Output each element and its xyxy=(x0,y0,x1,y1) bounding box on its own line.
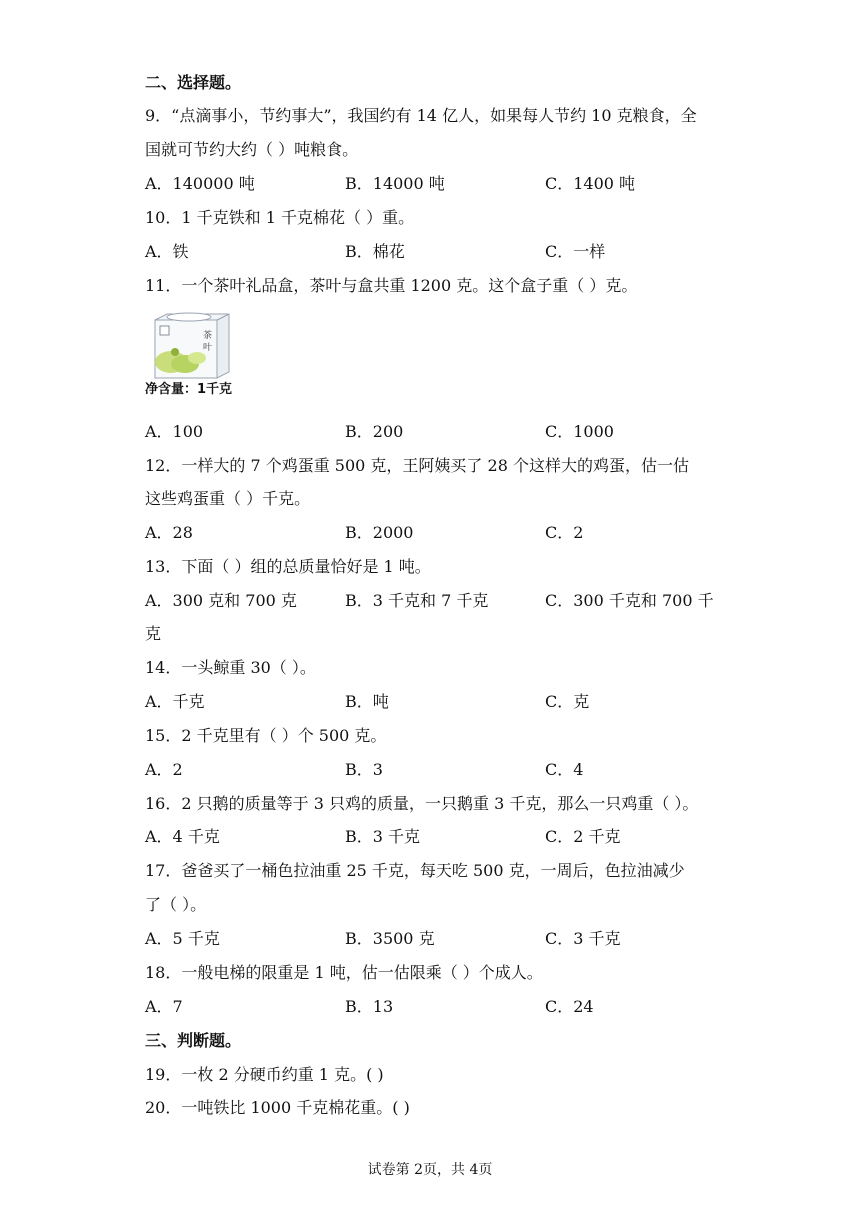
question-9-option-a[interactable]: A．140000 吨 xyxy=(145,174,255,193)
question-13-options xyxy=(145,590,745,612)
question-15-option-b[interactable]: B．3 xyxy=(345,760,383,779)
question-17-option-b[interactable]: B．3500 克 xyxy=(345,929,435,948)
question-10-option-c[interactable]: C．一样 xyxy=(545,242,606,261)
question-18-option-b[interactable]: B．13 xyxy=(345,997,394,1016)
question-17-line-2: 了（ ）。 xyxy=(145,895,207,914)
section-title-choice: 二、选择题。 xyxy=(145,73,242,92)
question-16-option-b[interactable]: B．3 千克 xyxy=(345,827,421,846)
question-20-line-1: 20．一吨铁比 1000 千克棉花重。( ) xyxy=(145,1098,410,1117)
question-18-options xyxy=(145,996,745,1018)
question-18-line-1: 18．一般电梯的限重是 1 吨，估一估限乘（ ）个成人。 xyxy=(145,963,543,982)
question-17-line-1: 17．爸爸买了一桶色拉油重 25 千克，每天吃 500 克，一周后，色拉油减少 xyxy=(145,861,685,880)
tea-box-net-weight: 净含量：1千克 xyxy=(145,382,233,397)
question-12-options xyxy=(145,522,745,544)
question-13-option-a[interactable]: A．300 克和 700 克 xyxy=(145,591,297,610)
question-17-options xyxy=(145,928,745,950)
question-17-option-c[interactable]: C．3 千克 xyxy=(545,929,621,948)
tea-box-char-2: 叶 xyxy=(203,343,213,353)
question-10-option-b[interactable]: B．棉花 xyxy=(345,242,405,261)
tea-box-icon xyxy=(145,308,245,380)
tea-box-char-1: 茶 xyxy=(203,331,213,341)
question-11-option-a[interactable]: A．100 xyxy=(145,422,204,441)
question-15-option-a[interactable]: A．2 xyxy=(145,760,183,779)
question-11-line-1: 11．一个茶叶礼品盒，茶叶与盒共重 1200 克。这个盒子重（ ）克。 xyxy=(145,276,638,295)
question-10-options xyxy=(145,241,745,263)
question-10-option-a[interactable]: A．铁 xyxy=(145,242,189,261)
question-18-option-c[interactable]: C．24 xyxy=(545,997,594,1016)
question-12-option-c[interactable]: C．2 xyxy=(545,523,584,542)
question-16-line-1: 16．2 只鹅的质量等于 3 只鸡的质量，一只鹅重 3 千克，那么一只鸡重（ ）。 xyxy=(145,794,699,813)
question-15-option-c[interactable]: C．4 xyxy=(545,760,584,779)
question-14-options xyxy=(145,691,745,713)
section-title-judgement: 三、判断题。 xyxy=(145,1031,242,1050)
question-11-option-c[interactable]: C．1000 xyxy=(545,422,614,441)
question-14-line-1: 14．一头鲸重 30（ ）。 xyxy=(145,658,316,677)
question-19-line-1: 19．一枚 2 分硬币约重 1 克。( ) xyxy=(145,1065,384,1084)
question-13-option-c[interactable]: C．300 千克和 700 千 xyxy=(545,591,714,610)
question-9-option-c[interactable]: C．1400 吨 xyxy=(545,174,636,193)
question-11-option-b[interactable]: B．200 xyxy=(345,422,404,441)
question-9-options xyxy=(145,173,745,195)
question-13-option-b[interactable]: B．3 千克和 7 千克 xyxy=(345,591,489,610)
question-16-option-c[interactable]: C．2 千克 xyxy=(545,827,621,846)
question-12-option-b[interactable]: B．2000 xyxy=(345,523,414,542)
question-15-line-1: 15．2 千克里有（ ）个 500 克。 xyxy=(145,726,387,745)
question-9-option-b[interactable]: B．14000 吨 xyxy=(345,174,445,193)
question-11-options xyxy=(145,421,745,443)
question-10-line-1: 10．1 千克铁和 1 千克棉花（ ）重。 xyxy=(145,208,415,227)
question-14-option-c[interactable]: C．克 xyxy=(545,692,590,711)
question-12-option-a[interactable]: A．28 xyxy=(145,523,193,542)
question-14-option-a[interactable]: A．千克 xyxy=(145,692,205,711)
question-14-option-b[interactable]: B．吨 xyxy=(345,692,389,711)
question-12-line-2: 这些鸡蛋重（ ）千克。 xyxy=(145,489,311,508)
question-13-option-c-wrap: 克 xyxy=(145,624,162,643)
question-13-line-1: 13．下面（ ）组的总质量恰好是 1 吨。 xyxy=(145,557,431,576)
question-18-option-a[interactable]: A．7 xyxy=(145,997,183,1016)
question-12-line-1: 12．一样大的 7 个鸡蛋重 500 克，王阿姨买了 28 个这样大的鸡蛋，估一估 xyxy=(145,456,689,475)
question-17-option-a[interactable]: A．5 千克 xyxy=(145,929,220,948)
question-9-line-2: 国就可节约大约（ ）吨粮食。 xyxy=(145,140,359,159)
page-footer: 试卷第 2页，共 4页 xyxy=(367,1162,493,1178)
question-16-options xyxy=(145,826,745,848)
question-15-options xyxy=(145,759,745,781)
question-16-option-a[interactable]: A．4 千克 xyxy=(145,827,220,846)
question-9-line-1: 9．“点滴事小，节约事大”，我国约有 14 亿人，如果每人节约 10 克粮食，全 xyxy=(145,106,697,125)
